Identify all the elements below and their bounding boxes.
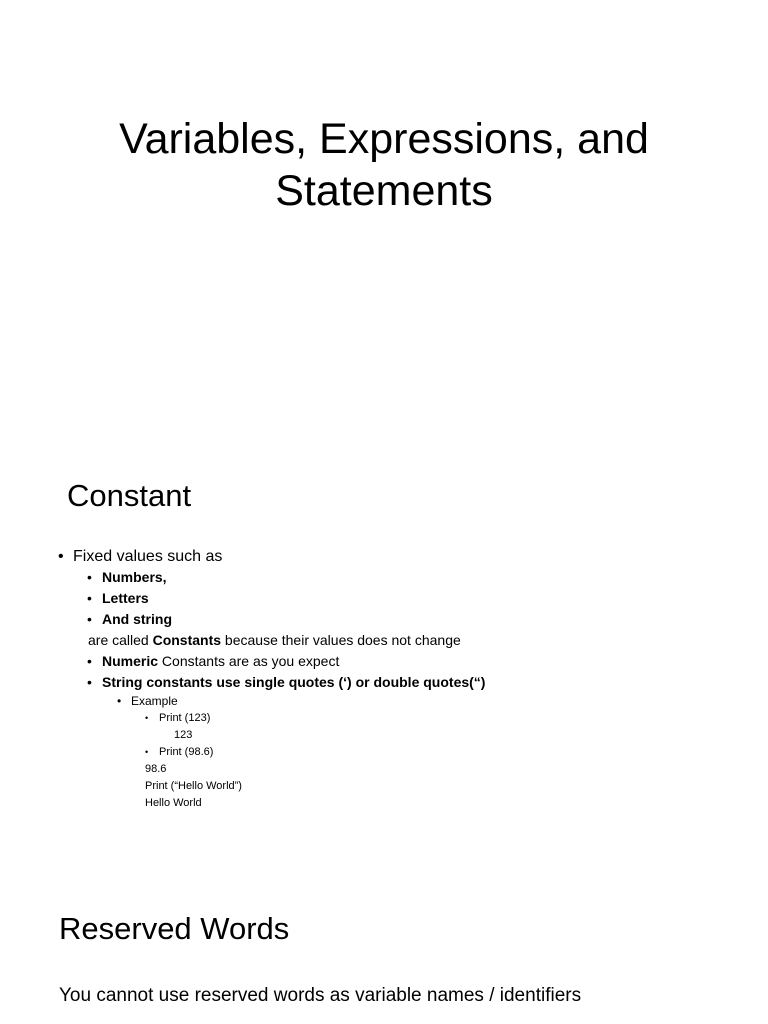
and-string-text: And string (102, 611, 172, 627)
reserved-words-slide (0, 880, 768, 1024)
title-slide (0, 0, 768, 430)
bullet-icon: • (145, 713, 149, 723)
list-item (58, 610, 485, 631)
print-123-text: Print (123) (159, 712, 211, 724)
numeric-bold: Numeric (102, 653, 159, 669)
output-hello-text: Hello World (145, 797, 202, 809)
bullet-icon: • (117, 694, 122, 708)
print-98-6-text: Print (98.6) (159, 746, 214, 758)
reserved-words-heading: Reserved Words (59, 911, 290, 946)
list-item (58, 652, 485, 673)
list-item (58, 762, 485, 779)
string-constants-text: String constants use single quotes (‘) or double quotes(“) (102, 674, 486, 690)
print-hello-text: Print (“Hello World”) (145, 780, 242, 792)
slide-title-line-2: Statements (275, 167, 493, 215)
are-called-prefix: are called (88, 632, 153, 648)
list-item (58, 796, 485, 813)
bullet-icon: • (87, 653, 92, 669)
constant-slide (0, 455, 768, 865)
slide-title-line-1: Variables, Expressions, and (119, 115, 649, 163)
bullet-icon: • (87, 569, 92, 585)
list-item (58, 745, 485, 762)
bullet-icon: • (87, 674, 92, 690)
list-item (58, 631, 485, 652)
list-item (58, 694, 485, 711)
fixed-values-text: Fixed values such as (73, 548, 223, 565)
are-called-suffix: because their values does not change (221, 632, 461, 648)
bullet-icon: • (58, 548, 64, 565)
reserved-words-body: You cannot use reserved words as variable names / identifiers (59, 985, 582, 1006)
example-label: Example (131, 694, 178, 708)
list-item (58, 728, 485, 745)
list-item (58, 711, 485, 728)
list-item (58, 547, 485, 568)
list-item (58, 568, 485, 589)
letters-text: Letters (102, 590, 149, 606)
numeric-rest: Constants are as you expect (158, 653, 340, 669)
constants-bold: Constants (152, 632, 222, 648)
output-123-text: 123 (174, 729, 193, 741)
list-item (58, 589, 485, 610)
constant-heading: Constant (67, 478, 192, 513)
bullet-icon: • (87, 590, 92, 606)
bullet-icon: • (145, 747, 149, 757)
output-98-6-text: 98.6 (145, 763, 167, 775)
list-item (58, 673, 485, 694)
bullet-icon: • (87, 611, 92, 627)
list-item (58, 779, 485, 796)
numbers-text: Numbers, (102, 569, 167, 585)
constant-bullet-list (58, 547, 485, 813)
slide-title (0, 113, 768, 217)
